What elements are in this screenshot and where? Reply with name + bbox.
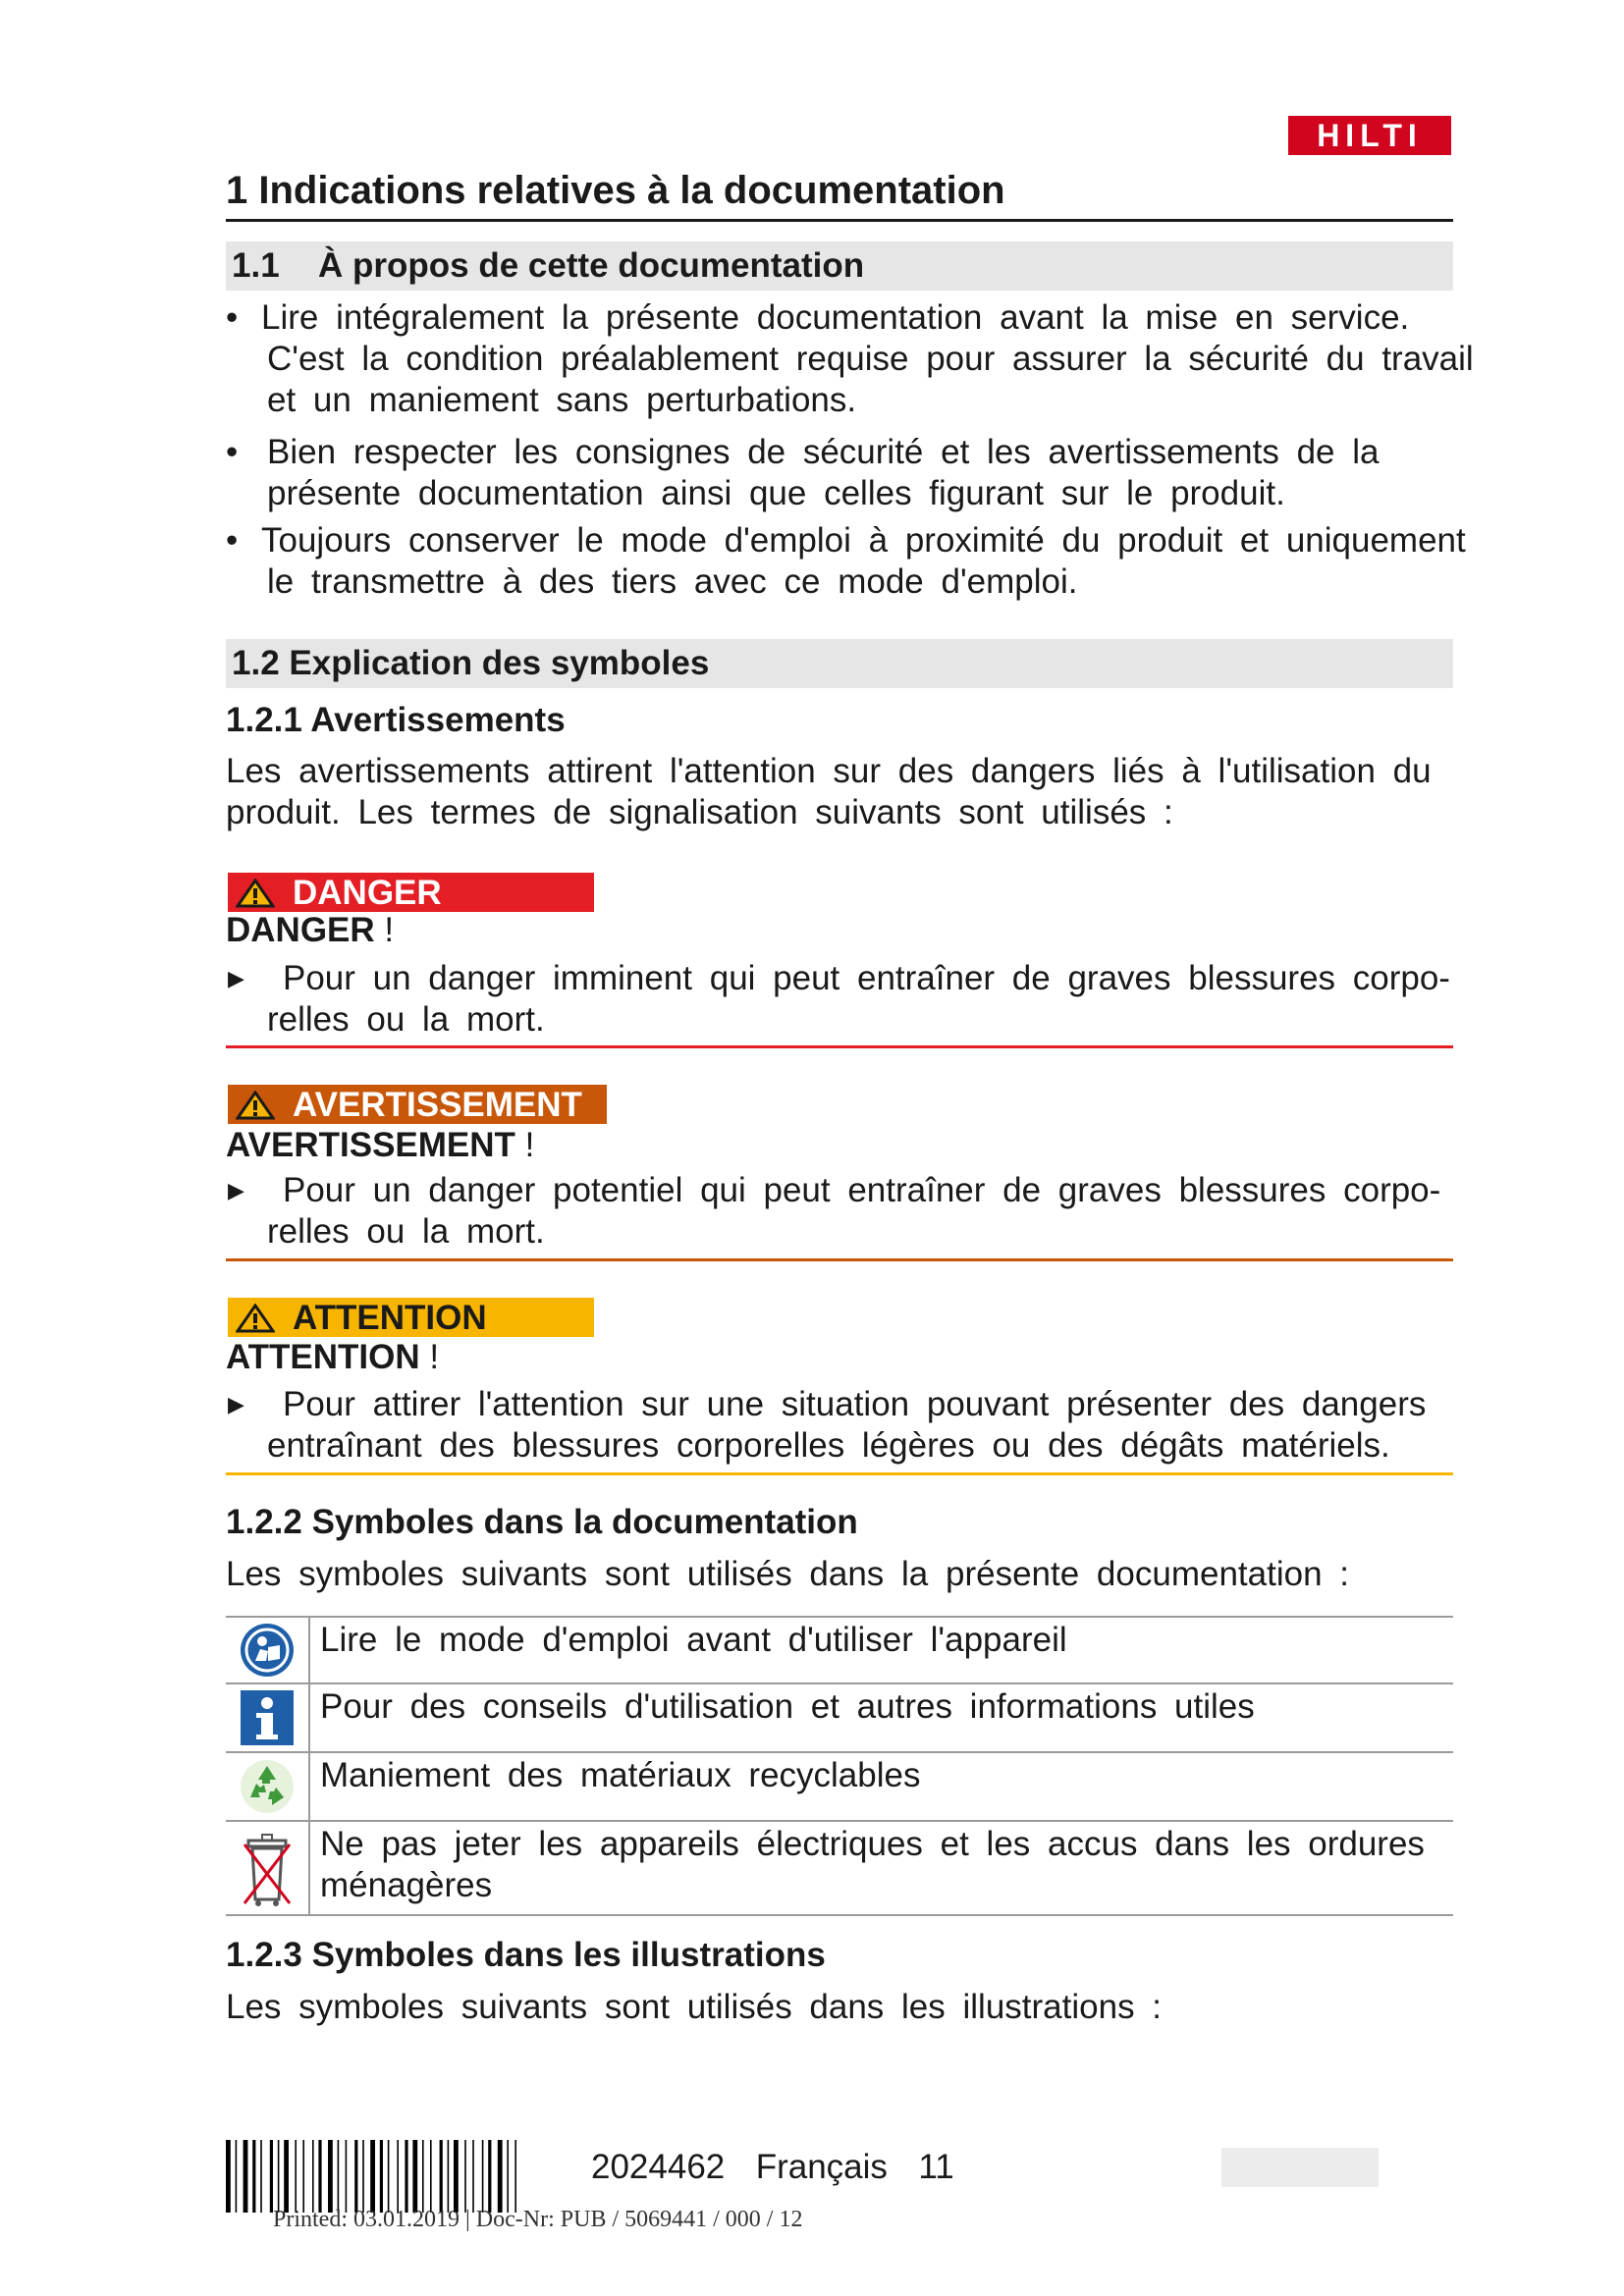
- text-line: Pour attirer l'attention sur une situation pouvant présenter des dangers: [283, 1385, 1427, 1423]
- bullet-text-2: [267, 432, 1583, 514]
- caution-description: [267, 1384, 1583, 1467]
- row-text: [320, 1684, 1453, 1728]
- table-row: [226, 1682, 1453, 1751]
- title-rule: [226, 219, 1453, 222]
- illustrations-intro: [226, 1987, 1542, 2028]
- text-line: Les symboles suivants sont utilisés dans les illustrations :: [226, 1988, 1163, 2026]
- footer-gray-box: [1221, 2148, 1379, 2187]
- text-line: Les symboles suivants sont utilisés dans la présente documentation :: [226, 1555, 1349, 1593]
- danger-separator: [226, 1045, 1453, 1048]
- caution-signal-word: [226, 1336, 439, 1379]
- text-line: présente documentation ainsi que celles figurant sur le produit.: [267, 474, 1285, 512]
- text-line: relles ou la mort.: [267, 1212, 545, 1251]
- danger-description: [267, 958, 1583, 1041]
- text-line: Maniement des matériaux recyclables: [320, 1756, 921, 1794]
- signal-word: DANGER: [226, 911, 375, 949]
- text-line: Toujours conserver le mode d'emploi à proximité du produit et uniquement: [261, 521, 1466, 560]
- text-line: ménagères: [320, 1866, 493, 1904]
- caution-label: [228, 1298, 594, 1337]
- language: Français: [755, 2148, 888, 2186]
- heading-1-2-3: 1.2.3 Symboles dans les illustrations: [226, 1936, 826, 1974]
- text-line: Les avertissements attirent l'attention sur des dangers liés à l'utilisation du: [226, 752, 1432, 790]
- text-line: le transmettre à des tiers avec ce mode d'emploi.: [267, 562, 1078, 601]
- no-trash-bin-icon: [226, 1822, 310, 1914]
- danger-label: [228, 873, 594, 912]
- hilti-logo: [1288, 116, 1451, 155]
- subsection-title: 1.2 Explication des symboles: [232, 644, 710, 682]
- signal-suffix: !: [374, 911, 395, 949]
- warning-label: [228, 1085, 607, 1124]
- warning-description: [267, 1170, 1583, 1253]
- subsection-header-1-2: [226, 639, 1453, 688]
- triangle-bullet-icon: ▶: [228, 1178, 244, 1202]
- table-row: [226, 1616, 1453, 1682]
- heading-1-2-1: 1.2.1 Avertissements: [226, 701, 566, 739]
- bullet-text-3: [261, 520, 1577, 603]
- bullet-dot: •: [226, 521, 239, 560]
- symbols-table: [226, 1616, 1453, 1916]
- triangle-bullet-icon: ▶: [228, 966, 244, 990]
- danger-signal-word: [226, 909, 394, 952]
- text-line: et un maniement sans perturbations.: [267, 381, 857, 419]
- recycle-icon: [226, 1753, 310, 1820]
- table-row: [226, 1751, 1453, 1820]
- bullet-dot: •: [226, 298, 239, 337]
- section-title: 1 Indications relatives à la documentation: [226, 169, 1005, 212]
- info-icon: [226, 1684, 310, 1751]
- signal-word: AVERTISSEMENT: [226, 1126, 515, 1164]
- logo-text: HILTI: [1317, 118, 1423, 153]
- warning-triangle-icon: [236, 1304, 275, 1333]
- text-line: produit. Les termes de signalisation suivants sont utilisés :: [226, 793, 1173, 831]
- text-line: Pour un danger imminent qui peut entraîner de graves blessures corpo-: [283, 959, 1450, 997]
- signal-suffix: !: [514, 1126, 535, 1164]
- text-line: Lire intégralement la présente documentation avant la mise en service.: [261, 298, 1410, 337]
- subsection-number: 1.1: [232, 246, 280, 285]
- text-line: relles ou la mort.: [267, 1000, 545, 1039]
- subsection-title: À propos de cette documentation: [318, 246, 865, 285]
- row-text: [320, 1822, 1453, 1906]
- subsection-header-1-1: [226, 241, 1453, 291]
- triangle-bullet-icon: ▶: [228, 1392, 244, 1416]
- warning-triangle-icon: [236, 1091, 275, 1120]
- text-line: Lire le mode d'emploi avant d'utiliser l'appareil: [320, 1621, 1067, 1659]
- text-line: C'est la condition préalablement requise pour assurer la sécurité du travail: [267, 340, 1474, 378]
- text-line: entraînant des blessures corporelles légères ou des dégâts matériels.: [267, 1426, 1390, 1465]
- read-manual-icon: [226, 1618, 310, 1682]
- printed-stamp: Printed: 03.01.2019 | Doc-Nr: PUB / 5069441 / 000 / 12: [273, 2207, 803, 2232]
- warning-separator: [226, 1258, 1453, 1261]
- caution-separator: [226, 1472, 1453, 1475]
- row-text: [320, 1753, 1453, 1796]
- signal-word: ATTENTION: [226, 1338, 420, 1376]
- warning-signal-word: [226, 1124, 534, 1167]
- doc-number: 2024462: [591, 2148, 726, 2186]
- text-line: Ne pas jeter les appareils électriques et les accus dans les ordures: [320, 1825, 1425, 1863]
- text-line: Bien respecter les consignes de sécurité et les avertissements de la: [267, 433, 1380, 471]
- symbols-intro: [226, 1554, 1542, 1595]
- text-line: Pour un danger potentiel qui peut entraîner de graves blessures corpo-: [283, 1171, 1441, 1209]
- warnings-intro: [226, 751, 1542, 833]
- table-row: [226, 1820, 1453, 1916]
- row-text: [320, 1618, 1453, 1661]
- heading-1-2-2: 1.2.2 Symboles dans la documentation: [226, 1503, 858, 1541]
- warning-label-text: AVERTISSEMENT: [293, 1086, 582, 1124]
- page-number: 11: [918, 2148, 954, 2186]
- signal-suffix: !: [419, 1338, 440, 1376]
- footer-page-info: [591, 2146, 954, 2189]
- bullet-text-1: [261, 297, 1577, 421]
- text-line: Pour des conseils d'utilisation et autres informations utiles: [320, 1687, 1255, 1726]
- bullet-dot: •: [226, 433, 239, 471]
- barcode: [226, 2140, 562, 2213]
- warning-triangle-icon: [236, 879, 275, 908]
- caution-label-text: ATTENTION: [293, 1299, 487, 1337]
- danger-label-text: DANGER: [293, 874, 442, 912]
